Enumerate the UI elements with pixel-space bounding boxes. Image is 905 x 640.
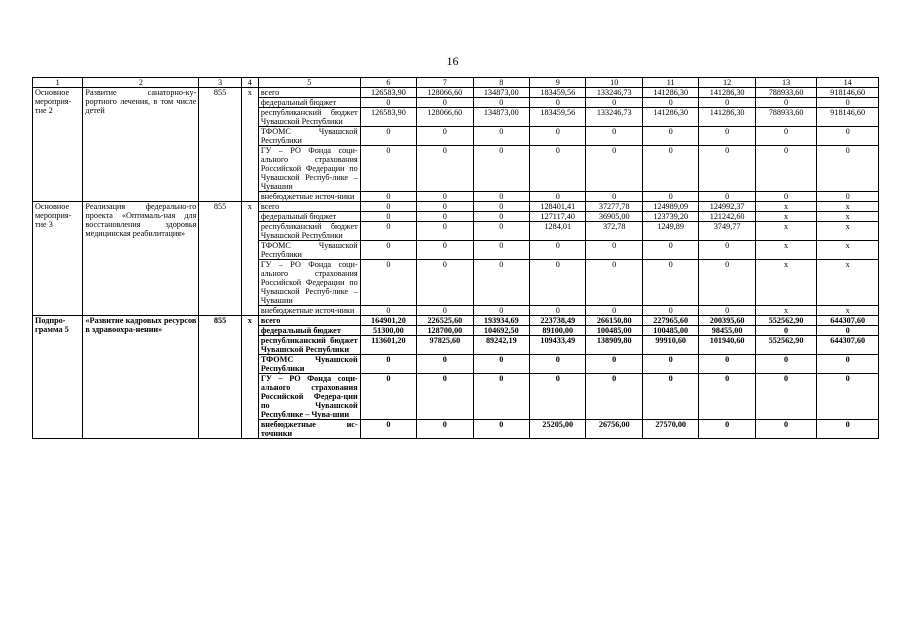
mark-cell: х	[241, 202, 258, 316]
value-cell: 0	[473, 374, 529, 420]
value-cell: 0	[755, 98, 817, 108]
value-cell: 0	[473, 260, 529, 306]
value-cell: 0	[473, 355, 529, 374]
value-cell: 0	[473, 306, 529, 316]
value-cell: х	[817, 202, 879, 212]
value-cell: 37277,78	[586, 202, 642, 212]
value-cell: 126583,90	[360, 108, 416, 127]
value-cell: 372,78	[586, 222, 642, 241]
value-cell: 0	[817, 127, 879, 146]
value-cell: 0	[360, 260, 416, 306]
value-cell: 0	[360, 306, 416, 316]
funding-source-cell: федеральный бюджет	[258, 326, 360, 336]
header-cell: 6	[360, 78, 416, 88]
value-cell: 0	[642, 192, 698, 202]
value-cell: 0	[755, 127, 817, 146]
value-cell: х	[755, 306, 817, 316]
value-cell: 0	[473, 202, 529, 212]
value-cell: 0	[755, 420, 817, 439]
value-cell: 0	[530, 98, 586, 108]
program-name-cell: Развитие санаторно-ку-рортного лечения, в том числе детей	[83, 88, 199, 202]
value-cell: 100485,00	[586, 326, 642, 336]
value-cell: 99910,60	[642, 336, 698, 355]
value-cell: 89100,00	[530, 326, 586, 336]
header-cell: 7	[417, 78, 473, 88]
value-cell: 0	[755, 355, 817, 374]
value-cell: 141286,30	[642, 88, 698, 98]
value-cell: 0	[417, 241, 473, 260]
value-cell: 141286,30	[699, 108, 755, 127]
program-type-cell: Основное мероприя-тие 2	[33, 88, 83, 202]
program-name-cell: «Развитие кадровых ресурсов в здравоохра-нении»	[83, 316, 199, 439]
value-cell: 0	[699, 146, 755, 192]
value-cell: 0	[530, 241, 586, 260]
value-cell: 227965,60	[642, 316, 698, 326]
value-cell: 0	[360, 202, 416, 212]
value-cell: 0	[360, 146, 416, 192]
header-cell: 2	[83, 78, 199, 88]
value-cell: 644307,60	[817, 336, 879, 355]
value-cell: 0	[360, 212, 416, 222]
budget-code-cell: 855	[199, 202, 241, 316]
value-cell: 0	[586, 127, 642, 146]
value-cell: 0	[473, 127, 529, 146]
value-cell: 0	[473, 222, 529, 241]
value-cell: 183459,56	[530, 108, 586, 127]
value-cell: 0	[530, 146, 586, 192]
value-cell: 0	[817, 98, 879, 108]
value-cell: 0	[699, 420, 755, 439]
program-type-cell: Основное мероприя-тие 3	[33, 202, 83, 316]
value-cell: 644307,60	[817, 316, 879, 326]
value-cell: 0	[473, 241, 529, 260]
value-cell: 101940,60	[699, 336, 755, 355]
value-cell: 0	[699, 192, 755, 202]
value-cell: 0	[755, 192, 817, 202]
value-cell: 164901,20	[360, 316, 416, 326]
value-cell: 0	[473, 420, 529, 439]
value-cell: 27570,00	[642, 420, 698, 439]
value-cell: 0	[755, 374, 817, 420]
header-cell: 4	[241, 78, 258, 88]
value-cell: 0	[530, 260, 586, 306]
value-cell: 193934,69	[473, 316, 529, 326]
value-cell: 0	[530, 306, 586, 316]
funding-source-cell: всего	[258, 316, 360, 326]
value-cell: 0	[642, 306, 698, 316]
header-cell: 10	[586, 78, 642, 88]
value-cell: 141286,30	[642, 108, 698, 127]
value-cell: 0	[642, 260, 698, 306]
value-cell: х	[817, 260, 879, 306]
value-cell: 0	[817, 374, 879, 420]
value-cell: 0	[473, 192, 529, 202]
value-cell: 0	[817, 355, 879, 374]
funding-source-cell: ГУ – РО Фонда соци-ального страхования Российской Федера-ции по Чувашской Республике – Чува-шии	[258, 374, 360, 420]
funding-source-cell: республиканский бюджет Чувашской Республики	[258, 108, 360, 127]
page-number: 16	[446, 54, 459, 68]
value-cell: 0	[642, 374, 698, 420]
value-cell: 0	[586, 306, 642, 316]
value-cell: 788933,60	[755, 88, 817, 98]
value-cell: 0	[417, 420, 473, 439]
funding-source-cell: ТФОМС Чувашской Республики	[258, 127, 360, 146]
value-cell: 104692,50	[473, 326, 529, 336]
program-type-cell: Подпро-грамма 5	[33, 316, 83, 439]
value-cell: 0	[360, 127, 416, 146]
value-cell: 223738,49	[530, 316, 586, 326]
budget-code-cell: 855	[199, 316, 241, 439]
value-cell: 0	[586, 374, 642, 420]
value-cell: 26756,00	[586, 420, 642, 439]
value-cell: 0	[817, 420, 879, 439]
value-cell: 0	[586, 192, 642, 202]
value-cell: 0	[417, 306, 473, 316]
value-cell: 128066,60	[417, 108, 473, 127]
value-cell: 124989,09	[642, 202, 698, 212]
value-cell: 0	[417, 98, 473, 108]
value-cell: 0	[417, 374, 473, 420]
value-cell: 0	[360, 222, 416, 241]
header-cell: 3	[199, 78, 241, 88]
value-cell: 36905,00	[586, 212, 642, 222]
value-cell: 98455,00	[699, 326, 755, 336]
value-cell: 0	[586, 98, 642, 108]
value-cell: 552562,90	[755, 316, 817, 326]
value-cell: 97825,60	[417, 336, 473, 355]
value-cell: 128401,41	[530, 202, 586, 212]
value-cell: 0	[530, 127, 586, 146]
value-cell: 0	[699, 127, 755, 146]
value-cell: 0	[642, 146, 698, 192]
table-row	[33, 316, 879, 326]
value-cell: 0	[530, 192, 586, 202]
value-cell: 200395,60	[699, 316, 755, 326]
value-cell: 918146,60	[817, 88, 879, 98]
value-cell: 0	[642, 355, 698, 374]
value-cell: 89242,19	[473, 336, 529, 355]
value-cell: 552562,90	[755, 336, 817, 355]
value-cell: 123739,20	[642, 212, 698, 222]
header-cell: 14	[817, 78, 879, 88]
value-cell: 0	[473, 98, 529, 108]
funding-source-cell: федеральный бюджет	[258, 212, 360, 222]
value-cell: 0	[417, 146, 473, 192]
table-row	[33, 202, 879, 212]
value-cell: х	[755, 222, 817, 241]
value-cell: 109433,49	[530, 336, 586, 355]
value-cell: х	[755, 260, 817, 306]
funding-source-cell: ГУ – РО Фонда соци-ального страхования Российской Федерации по Чувашской Респуб-лике – Чувашии	[258, 260, 360, 306]
value-cell: 51300,00	[360, 326, 416, 336]
budget-code-cell: 855	[199, 88, 241, 202]
value-cell: 0	[586, 355, 642, 374]
value-cell: х	[817, 212, 879, 222]
value-cell: 0	[699, 260, 755, 306]
value-cell: 113601,20	[360, 336, 416, 355]
funding-source-cell: внебюджетные ис-точники	[258, 420, 360, 439]
value-cell: 0	[699, 306, 755, 316]
value-cell: 100485,00	[642, 326, 698, 336]
value-cell: 0	[586, 241, 642, 260]
value-cell: 0	[642, 98, 698, 108]
value-cell: 0	[699, 374, 755, 420]
value-cell: х	[817, 241, 879, 260]
value-cell: х	[817, 222, 879, 241]
value-cell: х	[755, 202, 817, 212]
funding-source-cell: ТФОМС Чувашской Республики	[258, 241, 360, 260]
value-cell: 0	[417, 260, 473, 306]
value-cell: 124992,37	[699, 202, 755, 212]
value-cell: 0	[699, 355, 755, 374]
value-cell: 0	[360, 355, 416, 374]
value-cell: 0	[642, 127, 698, 146]
value-cell: 0	[642, 241, 698, 260]
value-cell: 0	[417, 355, 473, 374]
value-cell: 1284,01	[530, 222, 586, 241]
header-row	[33, 78, 879, 88]
value-cell: 128066,60	[417, 88, 473, 98]
funding-source-cell: республиканский бюджет Чувашской Республики	[258, 222, 360, 241]
header-cell: 1	[33, 78, 83, 88]
header-cell: 9	[530, 78, 586, 88]
value-cell: 3749,77	[699, 222, 755, 241]
value-cell: 0	[417, 127, 473, 146]
value-cell: х	[817, 306, 879, 316]
value-cell: 133246,73	[586, 88, 642, 98]
value-cell: 0	[417, 202, 473, 212]
value-cell: 788933,60	[755, 108, 817, 127]
table-row	[33, 88, 879, 98]
value-cell: 134873,00	[473, 108, 529, 127]
value-cell: 0	[360, 241, 416, 260]
value-cell: 141286,30	[699, 88, 755, 98]
value-cell: 0	[699, 98, 755, 108]
value-cell: 134873,00	[473, 88, 529, 98]
value-cell: 266150,80	[586, 316, 642, 326]
value-cell: 0	[360, 192, 416, 202]
value-cell: 0	[755, 146, 817, 192]
value-cell: 0	[755, 326, 817, 336]
value-cell: 0	[473, 146, 529, 192]
value-cell: 0	[417, 192, 473, 202]
funding-source-cell: внебюджетные источ-ники	[258, 192, 360, 202]
value-cell: 121242,60	[699, 212, 755, 222]
value-cell: 133246,73	[586, 108, 642, 127]
value-cell: 0	[586, 146, 642, 192]
value-cell: 0	[417, 212, 473, 222]
header-cell: 11	[642, 78, 698, 88]
value-cell: 0	[586, 260, 642, 306]
program-name-cell: Реализация федерально-го проекта «Оптималь-ная для восстановления здоровья медицинская реабилитация»	[83, 202, 199, 316]
value-cell: 183459,56	[530, 88, 586, 98]
funding-source-cell: внебюджетные источ-ники	[258, 306, 360, 316]
value-cell: 0	[530, 374, 586, 420]
funding-source-cell: всего	[258, 88, 360, 98]
budget-table	[32, 77, 879, 439]
value-cell: 0	[360, 374, 416, 420]
value-cell: 0	[817, 146, 879, 192]
value-cell: 128700,00	[417, 326, 473, 336]
mark-cell: х	[241, 316, 258, 439]
value-cell: 0	[530, 355, 586, 374]
value-cell: 25205,00	[530, 420, 586, 439]
funding-source-cell: ГУ – РО Фонда соци-ального страхования Российской Федерации по Чувашской Респуб-лике – Чувашии	[258, 146, 360, 192]
value-cell: 226525,60	[417, 316, 473, 326]
value-cell: 0	[817, 192, 879, 202]
value-cell: 0	[360, 98, 416, 108]
funding-source-cell: республиканский бюджет Чувашской Республики	[258, 336, 360, 355]
funding-source-cell: федеральный бюджет	[258, 98, 360, 108]
funding-source-cell: всего	[258, 202, 360, 212]
value-cell: 0	[699, 241, 755, 260]
value-cell: х	[755, 212, 817, 222]
value-cell: 0	[817, 326, 879, 336]
value-cell: 1249,89	[642, 222, 698, 241]
value-cell: 0	[417, 222, 473, 241]
header-cell: 13	[755, 78, 817, 88]
value-cell: 0	[360, 420, 416, 439]
funding-source-cell: ТФОМС Чувашской Республики	[258, 355, 360, 374]
value-cell: 918146,60	[817, 108, 879, 127]
value-cell: х	[755, 241, 817, 260]
value-cell: 127117,40	[530, 212, 586, 222]
mark-cell: х	[241, 88, 258, 202]
header-cell: 12	[699, 78, 755, 88]
value-cell: 126583,90	[360, 88, 416, 98]
value-cell: 0	[473, 212, 529, 222]
header-cell: 8	[473, 78, 529, 88]
value-cell: 138909,80	[586, 336, 642, 355]
header-cell: 5	[258, 78, 360, 88]
